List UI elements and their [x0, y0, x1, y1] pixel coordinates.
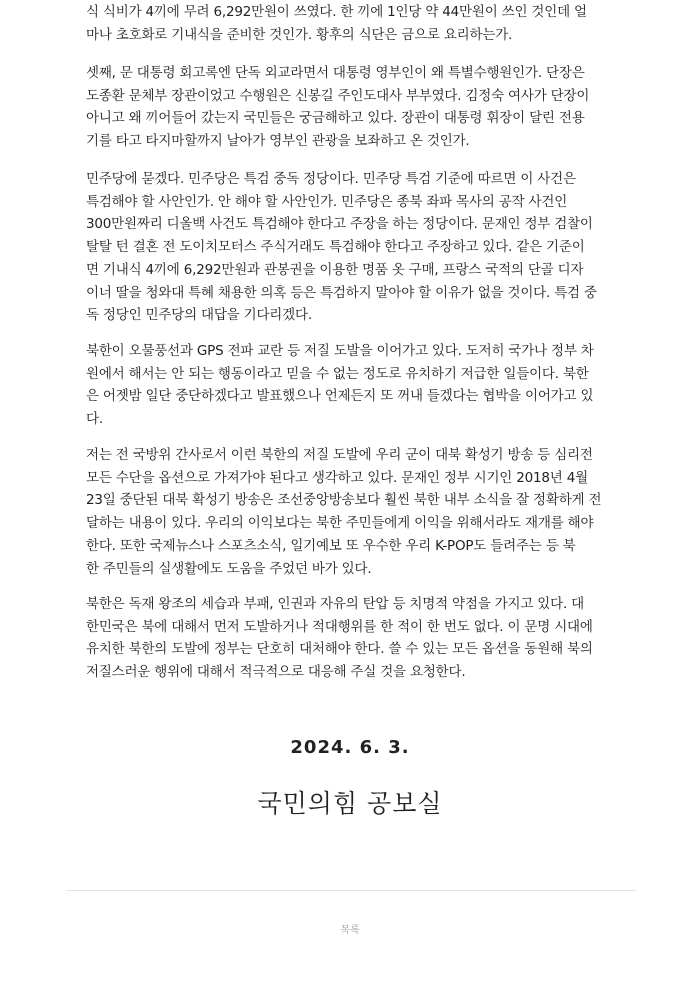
paragraph-line: 원에서 해서는 안 되는 행동이라고 믿을 수 없는 정도로 유치하기 저급한 일들이다. 북한	[86, 365, 589, 382]
issuing-organization: 국민의힘 공보실	[257, 789, 443, 818]
paragraph-line: 달하는 내용이 있다. 우리의 이익보다는 북한 주민들에게 이익을 위해서라도 재개를 해야	[86, 515, 594, 532]
paragraph-line: 북한이 오물풍선과 GPS 전파 교란 등 저질 도발을 이어가고 있다. 도저히 국가나 정부 차	[86, 343, 594, 359]
paragraph-3	[86, 168, 597, 327]
paragraph-line: 모든 수단을 옵션으로 가져가야 된다고 생각하고 있다. 문재인 정부 시기인 2018년 4월	[86, 469, 588, 486]
paragraph-4	[86, 340, 594, 431]
paragraph-line: 민주당에 묻겠다. 민주당은 특검 중독 정당이다. 민주당 특검 기준에 따르면 이 사건은	[86, 171, 576, 187]
paragraph-line: 마나 초호화로 기내식을 준비한 것인가. 황후의 식단은 금으로 요리하는가.	[86, 26, 513, 43]
footer-divider	[66, 890, 636, 891]
paragraph-line: 은 어젯밤 일단 중단하겠다고 발표했으나 언제든지 또 꺼내 들겠다는 협박을 이어가고 있	[86, 388, 594, 405]
paragraph-1	[86, 1, 587, 46]
paragraph-line: 한다. 또한 국제뉴스나 스포츠소식, 일기예보 또 우수한 우리 K-POP도 들려주는 등 북	[86, 537, 576, 554]
paragraph-line: 한민국은 북에 대해서 먼저 도발하거나 적대행위를 한 적이 한 번도 없다. 이 문명 시대에	[86, 618, 593, 635]
paragraph-2	[86, 62, 589, 153]
paragraph-line: 셋째, 문 대통령 회고록엔 단독 외교라면서 대통령 영부인이 왜 특별수행원인가. 단장은	[86, 65, 585, 81]
list-link[interactable]: 목록	[340, 925, 360, 936]
paragraph-line: 23일 중단된 대북 확성기 방송은 조선중앙방송보다 훨씬 북한 내부 소식을 잘 정확하게 전	[86, 492, 602, 509]
paragraph-line: 면 기내식 4끼에 6,292만원과 관봉권을 이용한 명품 옷 구매, 프랑스 국적의 단골 디자	[86, 261, 584, 278]
paragraph-6	[86, 593, 593, 684]
paragraph-line: 300만원짜리 디올백 사건도 특검해야 한다고 주장을 하는 정당이다. 문재인 정부 검찰이	[86, 216, 593, 233]
paragraph-line: 저질스러운 행위에 대해서 적극적으로 대응해 주실 것을 요청한다.	[86, 664, 466, 681]
paragraph-line: 식 식비가 4끼에 무려 6,292만원이 쓰였다. 한 끼에 1인당 약 44만원이 쓰인 것인데 얼	[86, 4, 587, 20]
paragraph-line: 저는 전 국방위 간사로서 이런 북한의 저질 도발에 우리 군이 대북 확성기 방송 등 심리전	[86, 447, 593, 463]
paragraph-line: 도종환 문체부 장관이었고 수행원은 신봉길 주인도대사 부부였다. 김정숙 여사가 단장이	[86, 87, 590, 104]
paragraph-line: 한 주민들의 실생활에도 도움을 주었던 바가 있다.	[86, 560, 372, 577]
paragraph-line: 독 정당인 민주당의 대답을 기다리겠다.	[86, 307, 312, 324]
paragraph-line: 특검해야 할 사안인가. 안 해야 할 사안인가. 민주당은 종북 좌파 목사의 공작 사건인	[86, 193, 568, 210]
release-date: 2024. 6. 3.	[290, 737, 410, 758]
paragraph-line: 탈탈 턴 결혼 전 도이치모터스 주식거래도 특검해야 한다고 주장하고 있다. 같은 기준이	[86, 239, 585, 256]
paragraph-line: 아니고 왜 끼어들어 갔는지 국민들은 궁금해하고 있다. 장관이 대통령 휘장이 달린 전용	[86, 110, 585, 127]
paragraph-line: 기를 타고 타지마할까지 날아가 영부인 관광을 보좌하고 온 것인가.	[86, 133, 470, 150]
paragraph-5	[86, 444, 601, 580]
paragraph-line: 북한은 독재 왕조의 세습과 부패, 인권과 자유의 탄압 등 치명적 약점을 가지고 있다. 대	[86, 596, 584, 612]
paragraph-line: 이너 딸을 청와대 특혜 채용한 의혹 등은 특검하지 말아야 할 이유가 없을 것이다. 특검 중	[86, 284, 597, 301]
paragraph-line: 유치한 북한의 도발에 정부는 단호히 대처해야 한다. 쓸 수 있는 모든 옵션을 동원해 북의	[86, 641, 593, 658]
paragraph-line: 다.	[86, 411, 103, 428]
